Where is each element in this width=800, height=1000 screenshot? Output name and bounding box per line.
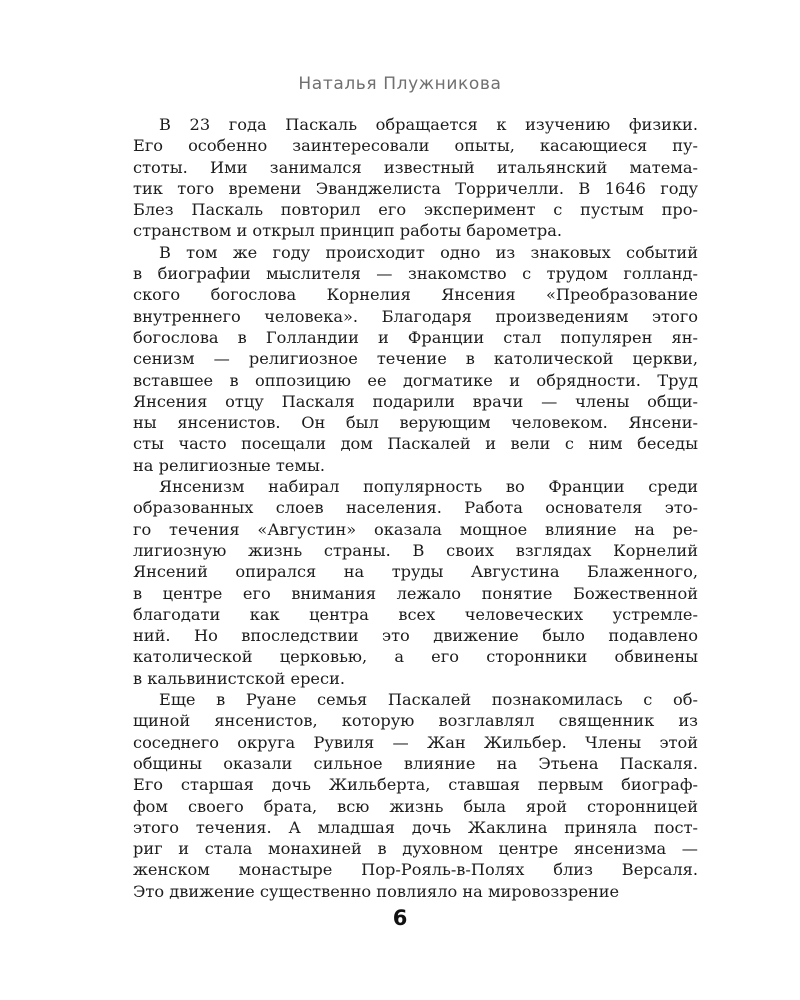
text-line: Его особенно заинтересовали опыты, касающиеся пу- bbox=[133, 136, 698, 156]
text-line: в центре его внимания лежало понятие Божественной bbox=[133, 583, 698, 603]
text-line: ны янсенистов. Он был верующим человеком. Янсени- bbox=[133, 413, 698, 433]
text-line: богослова в Голландии и Франции стал популярен ян- bbox=[133, 327, 698, 347]
text-line: католической церковью, а его сторонники обвинены bbox=[133, 647, 698, 667]
text-line: В 23 года Паскаль обращается к изучению физики. bbox=[159, 115, 698, 134]
text-line: внутреннего человека». Благодаря произведениям этого bbox=[133, 306, 698, 326]
text-line: женском монастыре Пор-Рояль-в-Полях близ Версаля. bbox=[133, 860, 698, 880]
text-line: стоты. Ими занимался известный итальянский матема- bbox=[133, 157, 698, 177]
text-line: лигиозную жизнь страны. В своих взглядах Корнелий bbox=[133, 540, 698, 560]
text-line: сенизм — религиозное течение в католической церкви, bbox=[133, 349, 698, 369]
text-line: ского богослова Корнелия Янсения «Преобразование bbox=[133, 285, 698, 305]
text-line: фом своего брата, всю жизнь была ярой сторонницей bbox=[133, 796, 698, 816]
text-line: на религиозные темы. bbox=[133, 455, 325, 475]
text-line: Янсений опирался на труды Августина Блаженного, bbox=[133, 562, 698, 582]
text-line: Янсенизм набирал популярность во Франции среди bbox=[159, 477, 698, 497]
text-line: сты часто посещали дом Паскалей и вели с ним беседы bbox=[133, 434, 698, 454]
text-line: ний. Но впоследствии это движение было подавлено bbox=[133, 626, 698, 646]
text-line: образованных слоев населения. Работа основателя это- bbox=[133, 498, 698, 518]
text-line: благодати как центра всех человеческих устремле- bbox=[133, 604, 698, 624]
text-line: Его старшая дочь Жильберта, ставшая первым биограф- bbox=[133, 775, 698, 795]
text-line: Еще в Руане семья Паскалей познакомилась с об- bbox=[159, 690, 698, 710]
body-text bbox=[133, 114, 698, 902]
page-number: 6 bbox=[392, 906, 408, 930]
text-line: Блез Паскаль повторил его эксперимент с пустым про- bbox=[133, 200, 698, 220]
running-head: Наталья Плужникова bbox=[298, 74, 502, 94]
text-line: Янсения отцу Паскаля подарили врачи — члены общи- bbox=[133, 391, 698, 411]
text-line: общины оказали сильное влияние на Этьена Паскаля. bbox=[133, 753, 698, 773]
text-line: в биографии мыслителя — знакомство с трудом голланд- bbox=[133, 264, 698, 284]
text-line: го течения «Августин» оказала мощное влияние на ре- bbox=[133, 519, 698, 539]
text-line: странством и открыл принцип работы барометра. bbox=[133, 221, 563, 241]
text-line: риг и стала монахиней в духовном центре янсенизма — bbox=[133, 839, 698, 859]
text-line: этого течения. А младшая дочь Жаклина приняла пост- bbox=[133, 817, 698, 837]
text-line: В том же году происходит одно из знаковых событий bbox=[159, 242, 698, 262]
text-line: Это движение существенно повлияло на мировоззрение bbox=[133, 881, 620, 901]
text-line: вставшее в оппозицию ее догматике и обрядности. Труд bbox=[133, 370, 698, 390]
text-line: соседнего округа Рувиля — Жан Жильбер. Члены этой bbox=[133, 732, 698, 752]
text-line: в кальвинистской ереси. bbox=[133, 668, 346, 688]
text-line: тик того времени Эванджелиста Торричелли. В 1646 году bbox=[133, 178, 698, 198]
text-line: щиной янсенистов, которую возглавлял священник из bbox=[133, 711, 698, 731]
